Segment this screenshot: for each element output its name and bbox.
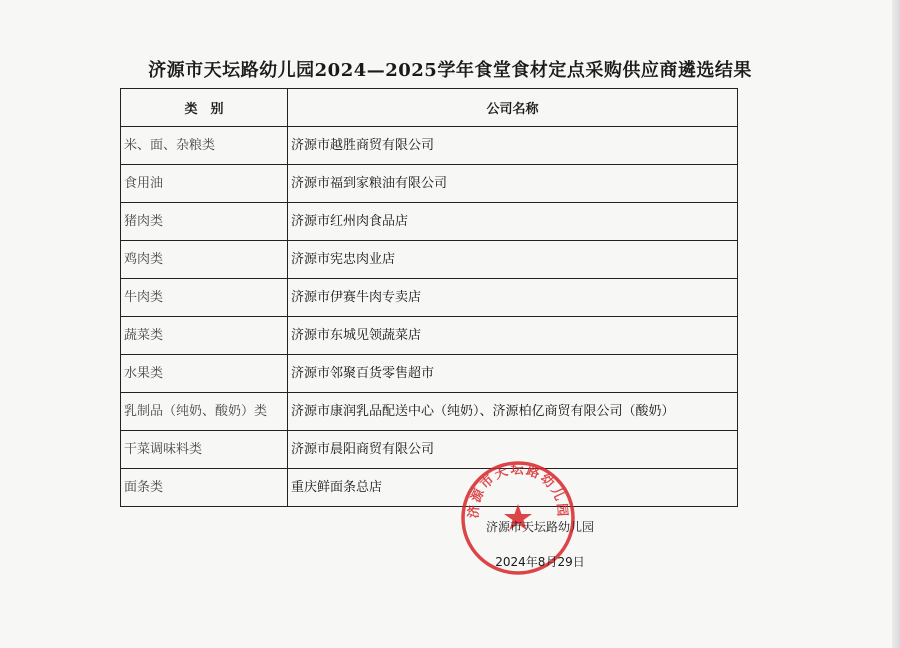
table-row	[121, 431, 738, 469]
category-cell: 面条类	[121, 469, 288, 507]
company-cell: 重庆鲜面条总店	[288, 469, 738, 507]
category-cell: 食用油	[121, 165, 288, 203]
table-row	[121, 165, 738, 203]
company-cell: 济源市越胜商贸有限公司	[288, 127, 738, 165]
seal-text: 济源市天坛路幼儿园	[466, 462, 570, 519]
category-cell: 鸡肉类	[121, 241, 288, 279]
table-row	[121, 355, 738, 393]
category-cell: 干菜调味料类	[121, 431, 288, 469]
table-row	[121, 317, 738, 355]
header-category: 类 别	[121, 89, 288, 127]
company-cell: 济源市晨阳商贸有限公司	[288, 431, 738, 469]
company-cell: 济源市邻聚百货零售超市	[288, 355, 738, 393]
company-cell: 济源市东城见领蔬菜店	[288, 317, 738, 355]
category-cell: 乳制品（纯奶、酸奶）类	[121, 393, 288, 431]
category-cell: 米、面、杂粮类	[121, 127, 288, 165]
table-row	[121, 469, 738, 507]
table-row	[121, 279, 738, 317]
company-cell: 济源市伊赛牛肉专卖店	[288, 279, 738, 317]
table-row	[121, 203, 738, 241]
category-cell: 猪肉类	[121, 203, 288, 241]
signature-org: 济源市天坛路幼儿园	[485, 520, 594, 534]
table-row	[121, 127, 738, 165]
table-row	[121, 393, 738, 431]
category-cell: 水果类	[121, 355, 288, 393]
category-cell: 牛肉类	[121, 279, 288, 317]
company-cell: 济源市宪忠肉业店	[288, 241, 738, 279]
company-cell: 济源市康润乳品配送中心（纯奶）、济源柏亿商贸有限公司（酸奶）	[288, 393, 738, 431]
company-cell: 济源市福到家粮油有限公司	[288, 165, 738, 203]
category-cell: 蔬菜类	[121, 317, 288, 355]
table-header-row	[121, 89, 738, 127]
signature-date: 2024年8月29日	[495, 555, 585, 569]
document-title: 济源市天坛路幼儿园2024—2025学年食堂食材定点采购供应商遴选结果	[148, 60, 752, 81]
signature-block	[470, 518, 610, 570]
company-cell: 济源市红州肉食品店	[288, 203, 738, 241]
supplier-results-table	[120, 88, 738, 507]
scan-edge-shadow	[892, 0, 900, 648]
table-row	[121, 241, 738, 279]
header-company: 公司名称	[288, 89, 738, 127]
